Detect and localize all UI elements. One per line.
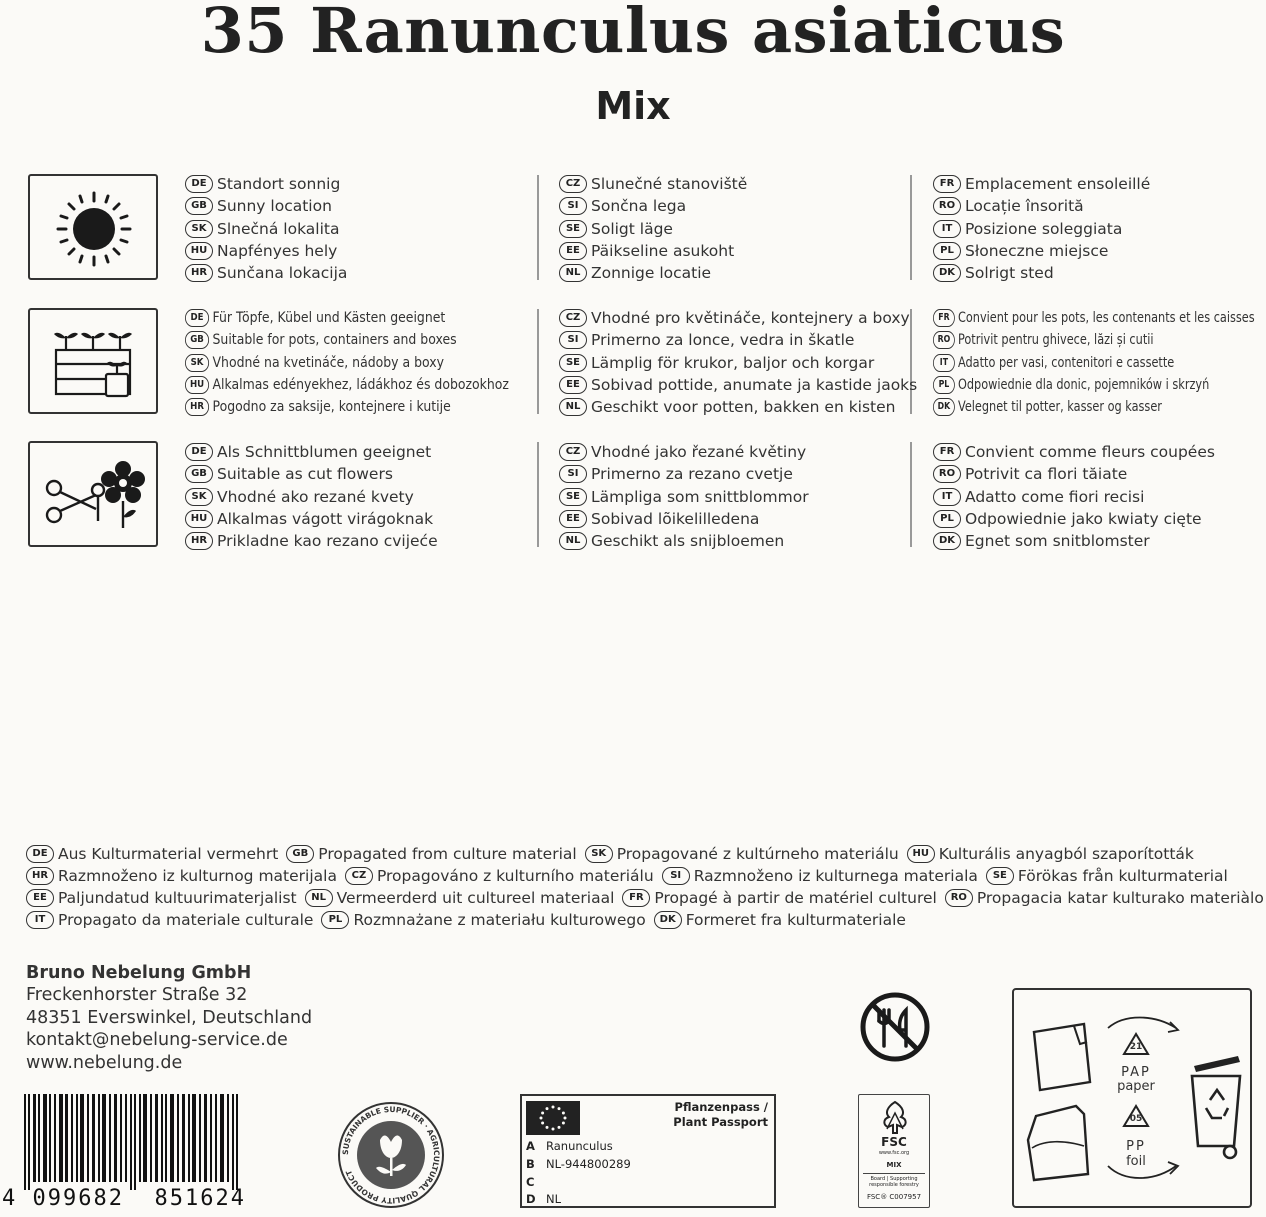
recycling-info — [1012, 988, 1252, 1208]
list-item: FR Convient pour les pots, les contenants et les caisses — [933, 307, 1255, 329]
list-item: PL Odpowiednie jako kwiaty cięte — [933, 508, 1215, 530]
list-item: DE Als Schnittblumen geeignet — [185, 441, 438, 463]
list-item: DK Solrigt sted — [933, 262, 1150, 284]
sun-col-1 — [185, 173, 347, 284]
list-item: FR Convient comme fleurs coupées — [933, 441, 1215, 463]
fsc-mix: MIX — [886, 1161, 902, 1169]
sun-col-2 — [559, 173, 747, 284]
list-item: SE Lämpliga som snittblommor — [559, 486, 809, 508]
eu-flag-icon — [526, 1101, 580, 1135]
list-item: CZ Vhodné pro květináče, kontejnery a boxy — [559, 307, 917, 329]
fsc-claim: Board | Supporting responsible forestry — [863, 1173, 925, 1188]
company-city: 48351 Everswinkel, Deutschland — [26, 1007, 313, 1028]
foil-label: foil — [1126, 1154, 1146, 1169]
list-item: GB Suitable for pots, containers and boxes — [185, 329, 509, 351]
list-item: HR Sunčana lokacija — [185, 262, 347, 284]
planter-col-1 — [185, 307, 562, 418]
recycle-bin-icon — [1192, 1056, 1240, 1158]
paper-abbr: PAP — [1121, 1065, 1151, 1080]
fsc-code: FSC® C007957 — [866, 1193, 922, 1201]
passport-row-c: C — [526, 1175, 535, 1189]
list-item: IT Adatto come fiori recisi — [933, 486, 1215, 508]
svg-text:SUSTAINABLE SUPPLIER · AGRICUL: SUSTAINABLE SUPPLIER · AGRICULTURAL QUALITY PRODUCT — [340, 1104, 442, 1206]
foil-code: 05 — [1129, 1114, 1143, 1124]
list-item: HR Pogodno za saksije, kontejnere i kutije — [185, 396, 509, 418]
fsc-logo-text: FSC — [881, 1135, 907, 1149]
propagation-row: DE Aus Kulturmaterial vermehrt GB Propagated from culture material SK Propagované z kultúrneho materiálu HU Kulturális anyagból szaporították — [26, 843, 1202, 865]
sun-icon-box — [28, 174, 158, 280]
passport-row-b: B NL-944800289 — [526, 1157, 631, 1171]
list-item: NL Geschikt voor potten, bakken en kisten — [559, 396, 917, 418]
list-item: SK Slnečná lokalita — [185, 218, 347, 240]
list-item: CZ Slunečné stanoviště — [559, 173, 747, 195]
cutflower-col-3 — [933, 441, 1215, 552]
list-item: DE Für Töpfe, Kübel und Kästen geeignet — [185, 307, 509, 329]
list-item: RO Locație însorită — [933, 195, 1150, 217]
cutflower-icon-box — [28, 441, 158, 547]
fsc-label — [858, 1094, 930, 1208]
foil-bag-icon — [1028, 1106, 1088, 1180]
list-item: GB Sunny location — [185, 195, 347, 217]
company-name: Bruno Nebelung GmbH — [26, 963, 252, 983]
list-item: EE Päikseline asukoht — [559, 240, 747, 262]
planter-col-2 — [559, 307, 917, 418]
list-item: SI Primerno za lonce, vedra in škatle — [559, 329, 917, 351]
product-subtitle: Mix — [595, 84, 671, 128]
list-item: SK Vhodné na kvetináče, nádoby a boxy — [185, 352, 509, 374]
fsc-url: www.fsc.org — [878, 1150, 910, 1156]
list-item: IT Adatto per vasi, contenitori e cassette — [933, 352, 1255, 374]
propagation-row: EE Paljundatud kultuurimaterjalist NL Vermeerderd uit cultureel materiaal FR Propagé à partir de matériel culturel RO Propagacia katar kulturako materiàlo — [26, 887, 1266, 909]
list-item: RO Potrivit pentru ghivece, lăzi și cutii — [933, 329, 1255, 351]
list-item: SE Lämplig för krukor, baljor och korgar — [559, 352, 917, 374]
sun-col-3 — [933, 173, 1150, 284]
list-item: HR Prikladne kao rezano cvijeće — [185, 530, 438, 552]
plant-passport — [520, 1094, 776, 1208]
list-item: RO Potrivit ca flori tăiate — [933, 463, 1215, 485]
company-website[interactable]: www.nebelung.de — [26, 1052, 183, 1073]
tulip-seal-icon — [336, 1100, 446, 1210]
list-item: SK Vhodné ako rezané kvety — [185, 486, 438, 508]
list-item: EE Sobivad pottide, anumate ja kastide jaoks — [559, 374, 917, 396]
list-item: GB Suitable as cut flowers — [185, 463, 438, 485]
list-item: PL Odpowiednie dla donic, pojemników i skrzyń — [933, 374, 1255, 396]
list-item: CZ Vhodné jako řezané květiny — [559, 441, 809, 463]
list-item: DK Egnet som snitblomster — [933, 530, 1215, 552]
passport-row-d: D NL — [526, 1192, 562, 1206]
barcode-number: 4 099682 851624 — [2, 1186, 246, 1211]
scissors-flower-icon — [30, 443, 160, 549]
paper-code: 21 — [1129, 1042, 1143, 1052]
planter-box-icon — [30, 310, 160, 416]
propagation-row: IT Propagato da materiale culturale PL Rozmnażane z materiału kulturowego DK Formeret fra kulturmateriale — [26, 909, 914, 931]
list-item: PL Słoneczne miejsce — [933, 240, 1150, 262]
list-item: DK Velegnet til potter, kasser og kasser — [933, 396, 1255, 418]
recycling-graphic — [1014, 990, 1250, 1206]
list-item: NL Geschikt als snijbloemen — [559, 530, 809, 552]
propagation-row: HR Razmnoženo iz kulturnog materijala CZ Propagováno z kulturního materiálu SI Razmnoženo iz kulturnega materiala SE Förökas från kulturmaterial — [26, 865, 1236, 887]
list-item: DE Standort sonnig — [185, 173, 347, 195]
barcode — [24, 1094, 246, 1190]
list-item: FR Emplacement ensoleillé — [933, 173, 1150, 195]
list-item: HU Alkalmas vágott virágoknak — [185, 508, 438, 530]
list-item: SE Soligt läge — [559, 218, 747, 240]
list-item: NL Zonnige locatie — [559, 262, 747, 284]
list-item: SI Sončna lega — [559, 195, 747, 217]
sun-icon — [30, 176, 160, 282]
planter-col-3 — [933, 307, 1266, 418]
product-title: 35 Ranunculus asiaticus — [200, 0, 1066, 67]
list-item: HU Napfényes hely — [185, 240, 347, 262]
company-street: Freckenhorster Straße 32 — [26, 985, 248, 1006]
planter-icon-box — [28, 308, 158, 414]
list-item: HU Alkalmas edényekhez, ládákhoz és dobozokhoz — [185, 374, 509, 396]
list-item: SI Primerno za rezano cvetje — [559, 463, 809, 485]
company-email[interactable]: kontakt@nebelung-service.de — [26, 1030, 288, 1051]
list-item: IT Posizione soleggiata — [933, 218, 1150, 240]
passport-title: Pflanzenpass / Plant Passport — [673, 1100, 768, 1129]
foil-abbr: PP — [1126, 1139, 1146, 1154]
cutflower-col-1 — [185, 441, 438, 552]
list-item: EE Sobivad lõikelilledena — [559, 508, 809, 530]
fsc-tree-icon — [877, 1099, 913, 1135]
passport-row-a: A Ranunculus — [526, 1139, 613, 1153]
company-address — [26, 962, 312, 1074]
paper-sheet-icon — [1034, 1024, 1090, 1090]
cutflower-col-2 — [559, 441, 809, 552]
paper-label: paper — [1117, 1079, 1155, 1094]
no-food-icon — [858, 990, 932, 1064]
